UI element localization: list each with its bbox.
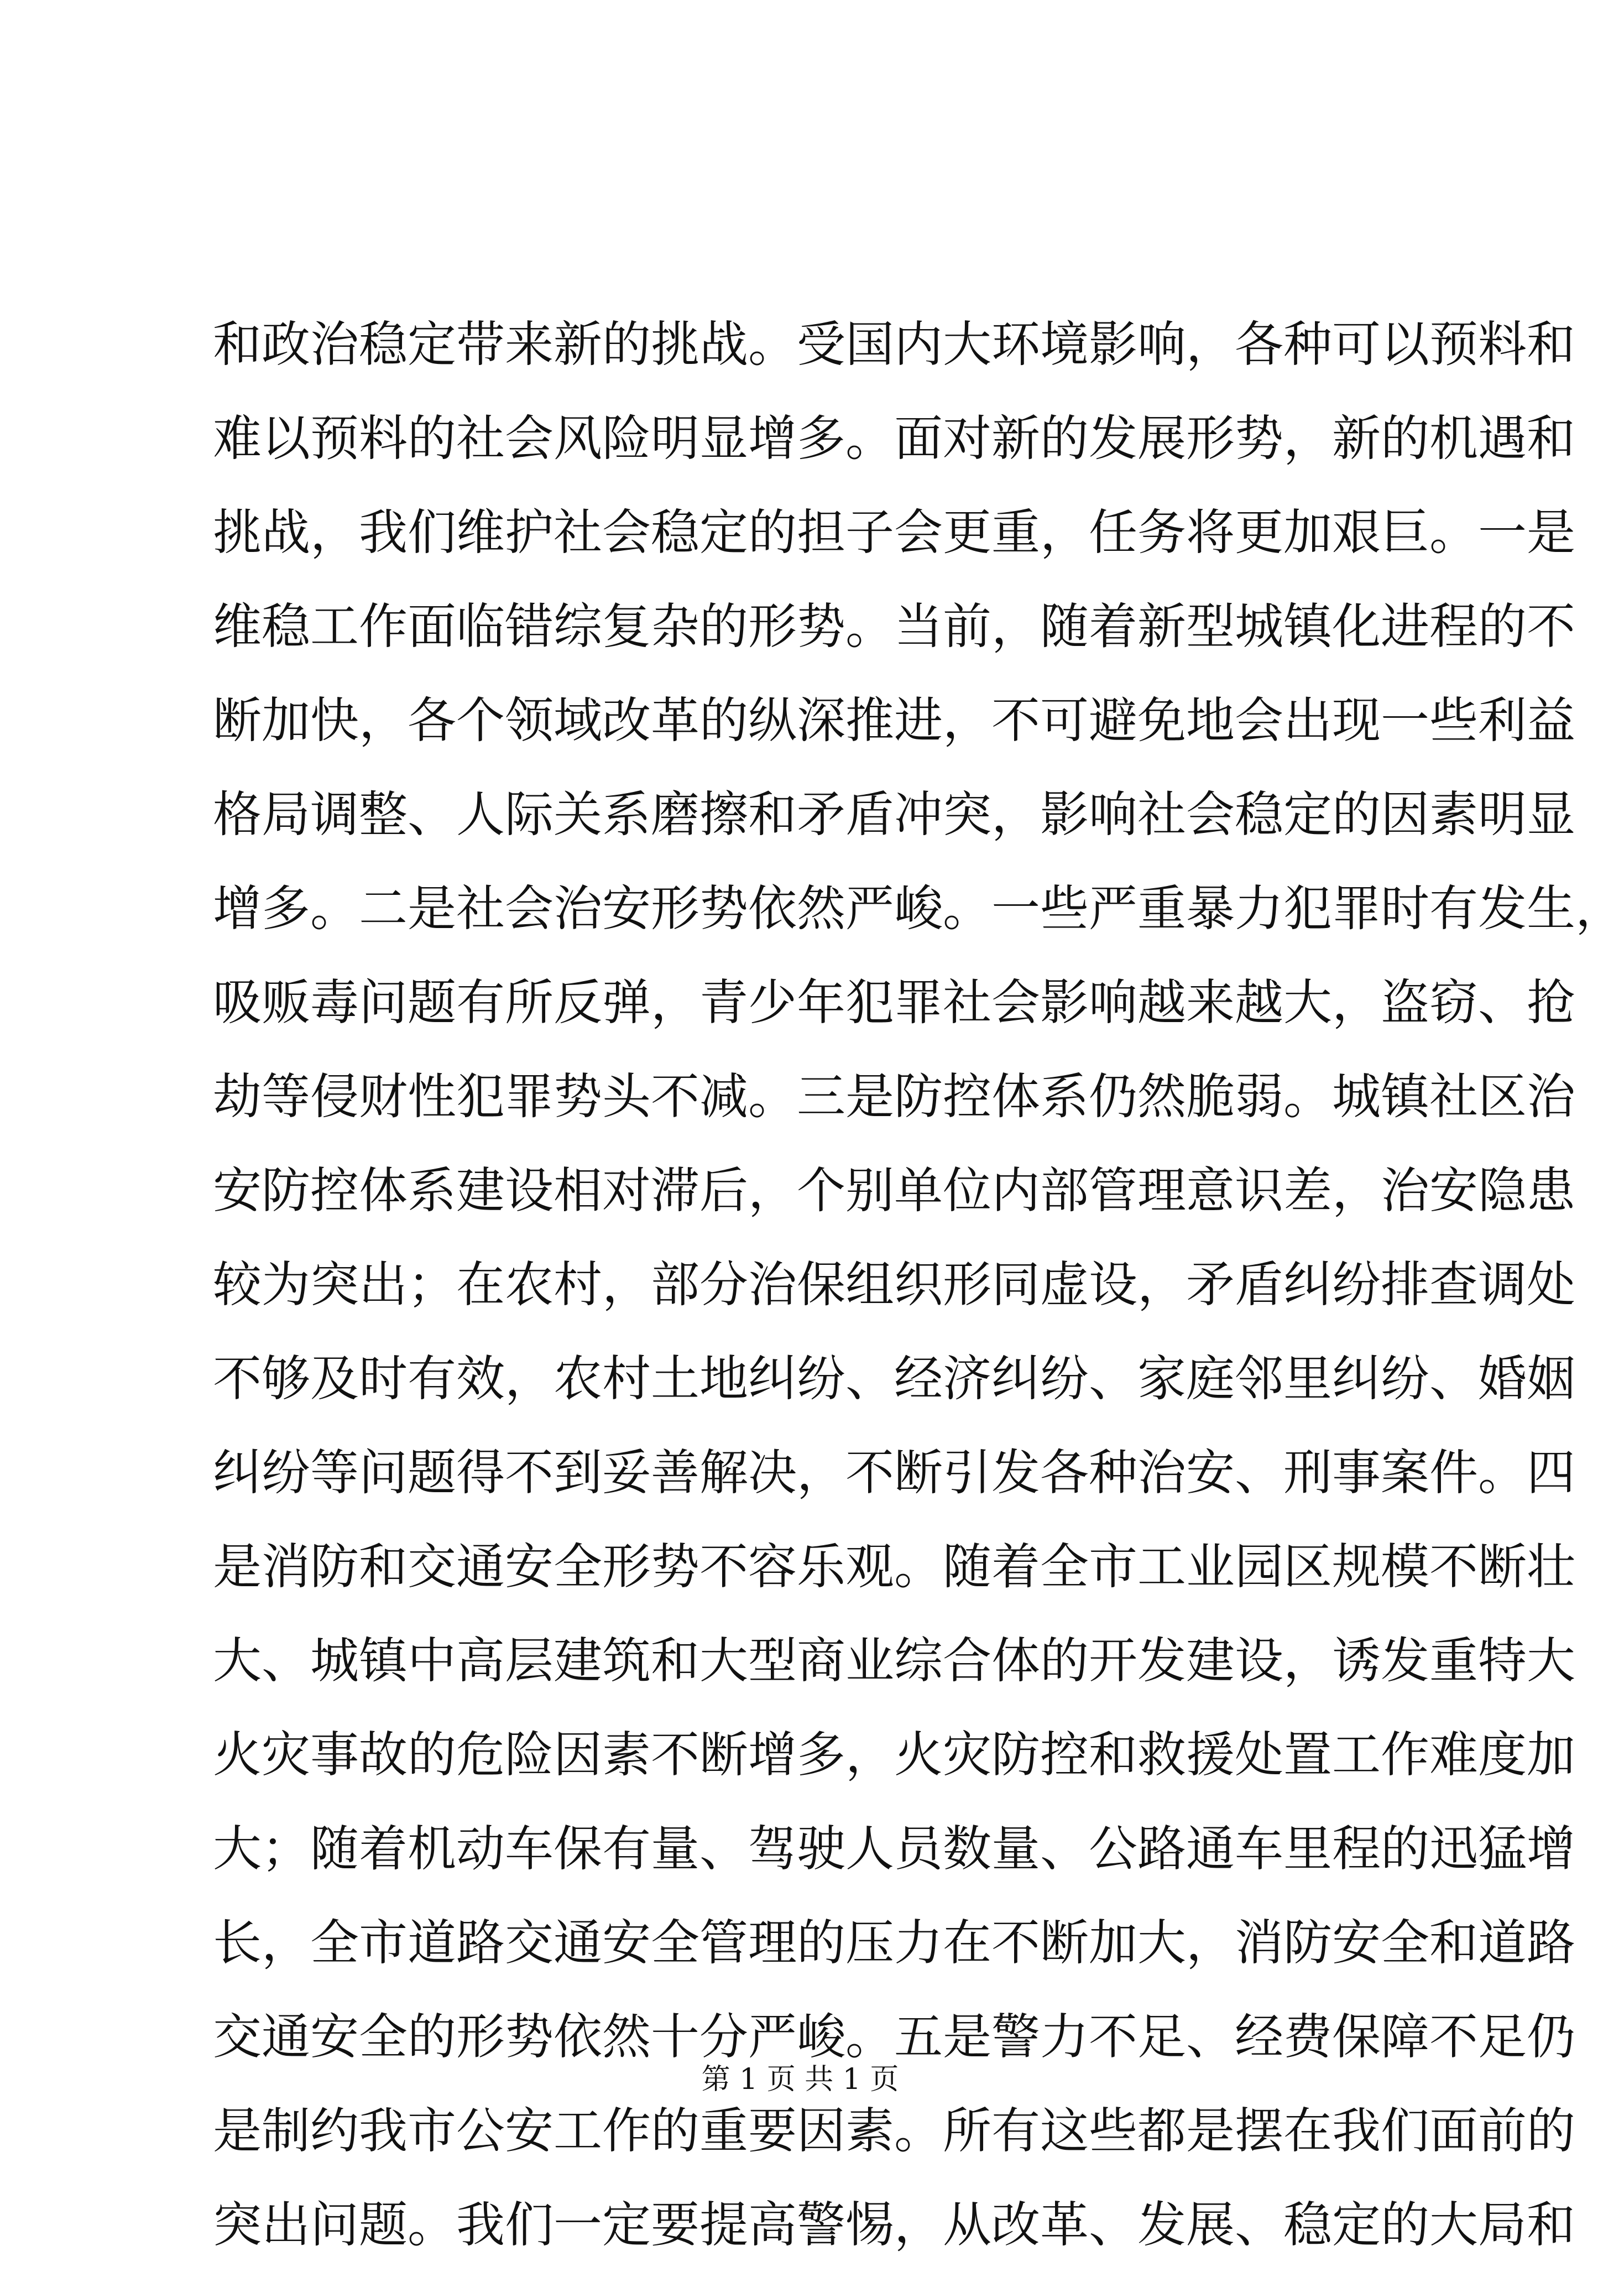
text-line: 安防控体系建设相对滞后，个别单位内部管理意识差，治安隐患: [213, 1162, 1576, 1219]
text-line: 格局调整、人际关系磨擦和矛盾冲突，影响社会稳定的因素明显: [213, 786, 1576, 843]
text-line: 和政治稳定带来新的挑战。受国内大环境影响，各种可以预料和: [213, 316, 1576, 373]
text-line: 不够及时有效，农村土地纠纷、经济纠纷、家庭邻里纠纷、婚姻: [213, 1350, 1576, 1407]
text-line: 长，全市道路交通安全管理的压力在不断加大，消防安全和道路: [213, 1914, 1576, 1971]
page-footer: 第 1 页 共 1 页: [701, 2063, 899, 2096]
text-line: 是消防和交通安全形势不容乐观。随着全市工业园区规模不断壮: [213, 1538, 1576, 1595]
text-line: 增多。二是社会治安形势依然严峻。一些严重暴力犯罪时有发生，: [213, 880, 1624, 937]
text-line: 吸贩毒问题有所反弹，青少年犯罪社会影响越来越大，盗窃、抢: [213, 974, 1576, 1031]
text-line: 纠纷等问题得不到妥善解决，不断引发各种治安、刑事案件。四: [213, 1444, 1576, 1501]
text-line: 大、城镇中高层建筑和大型商业综合体的开发建设，诱发重特大: [213, 1632, 1576, 1689]
text-line: 交通安全的形势依然十分严峻。五是警力不足、经费保障不足仍: [213, 2008, 1576, 2065]
text-line: 较为突出；在农村，部分治保组织形同虚设，矛盾纠纷排查调处: [213, 1256, 1576, 1313]
text-line: 大；随着机动车保有量、驾驶人员数量、公路通车里程的迅猛增: [213, 1820, 1576, 1877]
text-line: 维稳工作面临错综复杂的形势。当前，随着新型城镇化进程的不: [213, 598, 1576, 655]
text-line: 挑战，我们维护社会稳定的担子会更重，任务将更加艰巨。一是: [213, 504, 1576, 561]
text-line: 难以预料的社会风险明显增多。面对新的发展形势，新的机遇和: [213, 410, 1576, 467]
text-line: 火灾事故的危险因素不断增多，火灾防控和救援处置工作难度加: [213, 1726, 1576, 1783]
text-line: 突出问题。我们一定要提高警惕，从改革、发展、稳定的大局和: [213, 2196, 1576, 2253]
text-line: 断加快，各个领域改革的纵深推进，不可避免地会出现一些利益: [213, 692, 1576, 749]
text-line: 劫等侵财性犯罪势头不减。三是防控体系仍然脆弱。城镇社区治: [213, 1068, 1576, 1125]
text-line: 是制约我市公安工作的重要因素。所有这些都是摆在我们面前的: [213, 2102, 1576, 2159]
body-text: [213, 298, 1624, 2272]
